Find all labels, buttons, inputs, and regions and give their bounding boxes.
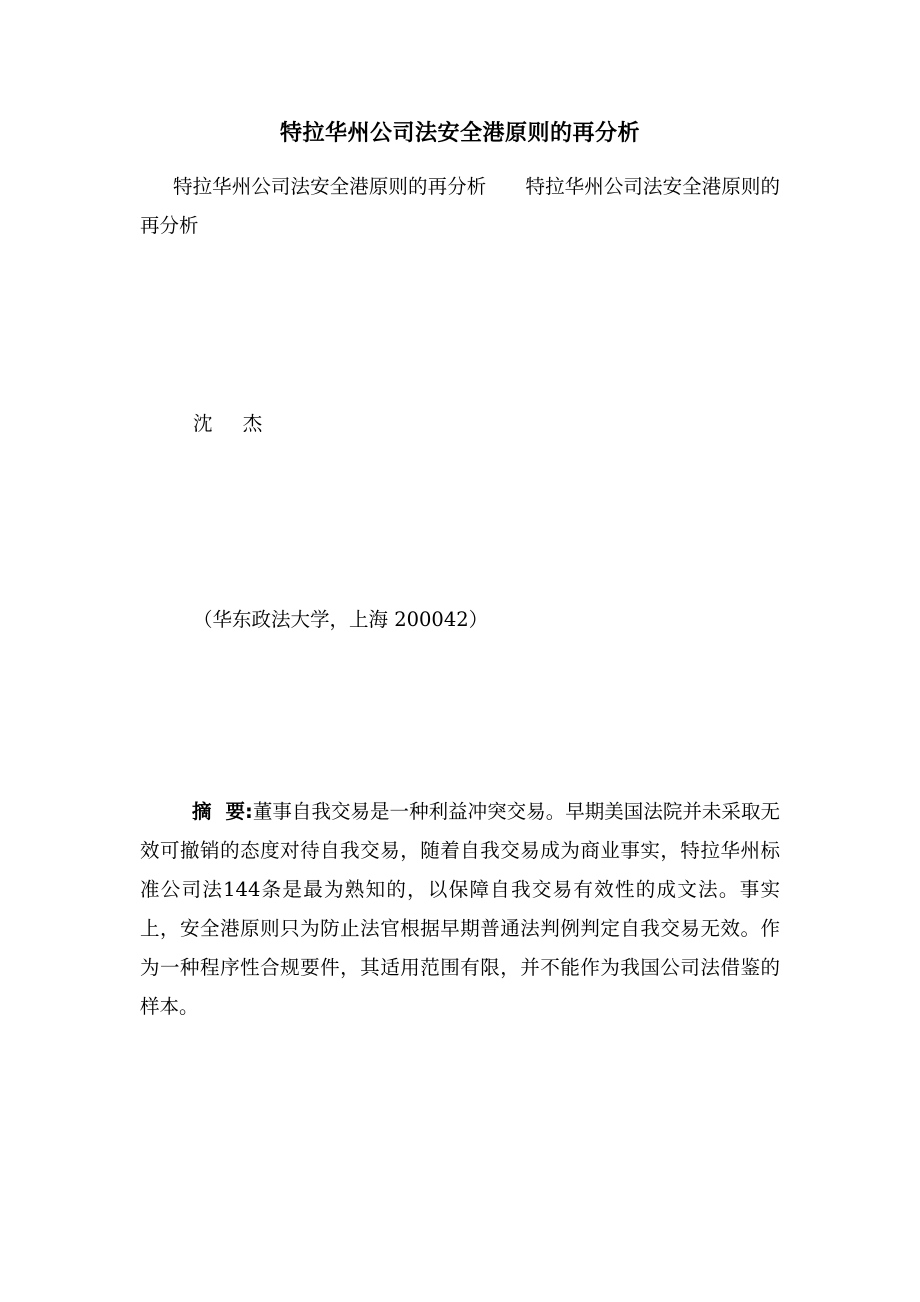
repeated-title-paragraph: 特拉华州公司法安全港原则的再分析 特拉华州公司法安全港原则的再分析 — [140, 175, 780, 237]
abstract-label-second: 要: — [225, 800, 253, 823]
abstract-label — [192, 800, 253, 823]
abstract-text: 董事自我交易是一种利益冲突交易。早期美国法院并未采取无效可撤销的态度对待自我交易，随着自我交易成为商业事实，特拉华州标准公司法144条是最为熟知的，以保障自我交易有效性的成文法。事实上，安全港原则只为防止法官根据早期普通法判例判定自我交易无效。作为一种程序性合规要件，其适用范围有限，并不能作为我国公司法借鉴的样本。 — [140, 800, 780, 1018]
abstract-label-first: 摘 — [192, 800, 226, 823]
author-affiliation: （华东政法大学，上海 200042） — [193, 608, 489, 631]
author-name: 沈 杰 — [193, 412, 275, 435]
document-title: 特拉华州公司法安全港原则的再分析 — [279, 121, 640, 146]
abstract-paragraph — [140, 792, 780, 1026]
